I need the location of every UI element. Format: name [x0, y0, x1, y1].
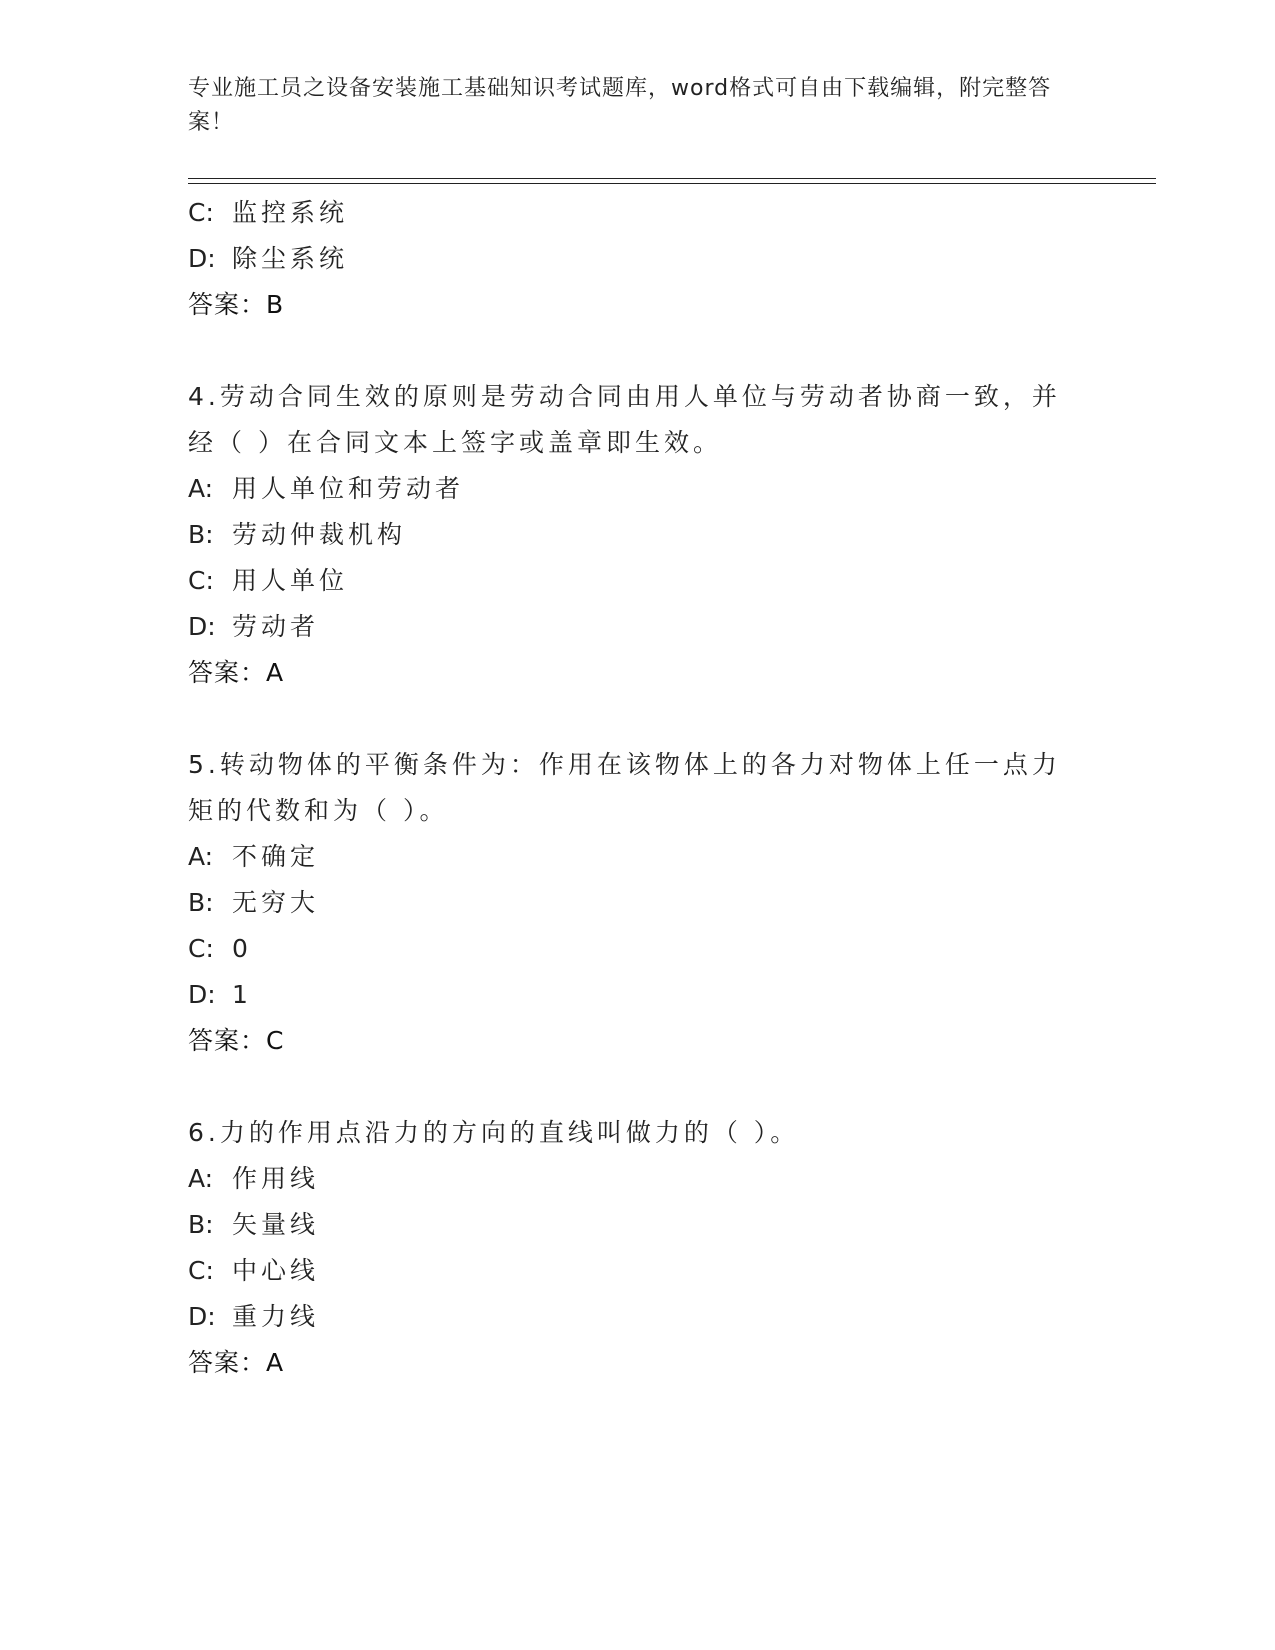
option-row	[188, 190, 1088, 236]
question-stem: 6.力的作用点沿力的方向的直线叫做力的（ ）。	[188, 1118, 800, 1147]
option-key: D:	[188, 980, 216, 1009]
option-key: B:	[188, 888, 214, 917]
option-row	[188, 1294, 1088, 1340]
option-key: D:	[188, 1302, 216, 1331]
option-text: 无穷大	[232, 888, 320, 917]
question-list	[188, 190, 1088, 1386]
answer-value: A	[266, 1348, 285, 1377]
answer-row	[188, 1340, 1088, 1386]
option-row	[188, 236, 1088, 282]
option-text: 除尘系统	[232, 244, 349, 273]
option-row	[188, 466, 1088, 512]
answer-value: C	[266, 1026, 285, 1055]
option-key: C:	[188, 198, 214, 227]
question-stem: 5.转动物体的平衡条件为：作用在该物体上的各力对物体上任一点力矩的代数和为（ ）。	[188, 750, 1061, 825]
option-text: 1	[232, 980, 252, 1009]
option-text: 0	[232, 934, 252, 963]
answer-label: 答案：	[188, 1026, 267, 1055]
option-key: C:	[188, 1256, 214, 1285]
answer-label: 答案：	[188, 658, 267, 687]
header-divider-top	[188, 178, 1156, 179]
option-key: C:	[188, 566, 214, 595]
question-item	[188, 742, 1088, 1064]
header-divider-bottom	[188, 183, 1156, 184]
spacer	[188, 1064, 1088, 1110]
partial-question	[188, 190, 1088, 328]
page-header-title: 专业施工员之设备安装施工基础知识考试题库，word格式可自由下载编辑，附完整答案！	[188, 76, 1052, 135]
option-row	[188, 926, 1088, 972]
option-row	[188, 972, 1088, 1018]
option-row	[188, 1202, 1088, 1248]
answer-row	[188, 1018, 1088, 1064]
spacer	[188, 328, 1088, 374]
answer-value: A	[266, 658, 285, 687]
answer-label: 答案：	[188, 290, 267, 319]
option-text: 中心线	[232, 1256, 320, 1285]
answer-value: B	[266, 290, 285, 319]
option-text: 不确定	[232, 842, 320, 871]
option-key: D:	[188, 612, 216, 641]
answer-row	[188, 650, 1088, 696]
option-row	[188, 558, 1088, 604]
question-stem: 4.劳动合同生效的原则是劳动合同由用人单位与劳动者协商一致，并经（ ）在合同文本上签字或盖章即生效。	[188, 382, 1061, 457]
spacer	[188, 696, 1088, 742]
question-item	[188, 1110, 1088, 1386]
option-key: C:	[188, 934, 214, 963]
option-text: 劳动仲裁机构	[232, 520, 407, 549]
option-key: A:	[188, 1164, 214, 1193]
option-row	[188, 880, 1088, 926]
option-text: 劳动者	[232, 612, 320, 641]
option-text: 监控系统	[232, 198, 349, 227]
option-key: B:	[188, 520, 214, 549]
option-row	[188, 512, 1088, 558]
option-row	[188, 604, 1088, 650]
option-row	[188, 1248, 1088, 1294]
option-key: A:	[188, 842, 214, 871]
option-row	[188, 834, 1088, 880]
option-text: 用人单位和劳动者	[232, 474, 465, 503]
answer-label: 答案：	[188, 1348, 267, 1377]
answer-row	[188, 282, 1088, 328]
option-text: 作用线	[232, 1164, 320, 1193]
option-key: A:	[188, 474, 214, 503]
option-text: 重力线	[232, 1302, 320, 1331]
option-key: B:	[188, 1210, 214, 1239]
option-row	[188, 1156, 1088, 1202]
option-key: D:	[188, 244, 216, 273]
option-text: 用人单位	[232, 566, 349, 595]
question-item	[188, 374, 1088, 696]
option-text: 矢量线	[232, 1210, 320, 1239]
